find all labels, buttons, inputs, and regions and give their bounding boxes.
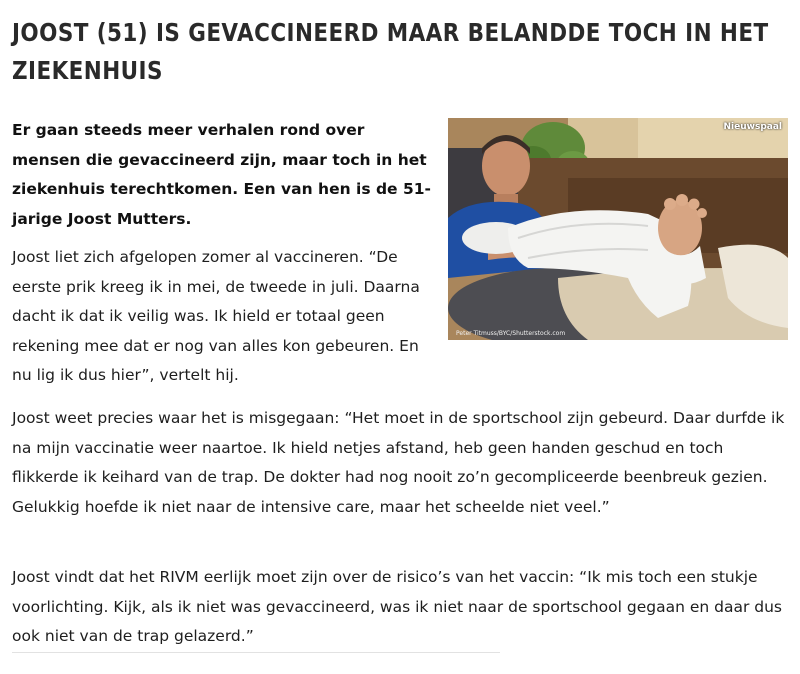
divider: [12, 652, 500, 653]
article-paragraph-3: Joost vindt dat het RIVM eerlijk moet zijn over de risico’s van het vaccin: “Ik mis toch een stukje voorlichting. Kijk, als ik niet was gevaccineerd, was ik niet naar de sportschool gegaan en daar dus ook niet van de trap gelazerd.”: [12, 568, 782, 645]
article-paragraph-1: Joost liet zich afgelopen zomer al vaccineren. “De eerste prik kreeg ik in mei, de tweede in juli. Daarna dacht ik dat ik veilig was. Ik hield er totaal geen rekening mee dat er nog van alles kon gebeuren. En nu lig ik dus hier”, vertelt hij.: [12, 248, 420, 384]
article-photo: [448, 118, 788, 340]
article-paragraph-2: Joost weet precies waar het is misgegaan: “Het moet in de sportschool zijn gebeurd. Daar durfde ik na mijn vaccinatie weer naartoe. Ik hield netjes afstand, heb geen handen geschud en toch flikkerde ik keihard van de trap. De dokter had nog nooit zo’n gecompliceerde beenbreuk gezien. Gelukkig hoefde ik niet naar de intensive care, maar het scheelde niet veel.”: [12, 409, 785, 516]
article-lead: Er gaan steeds meer verhalen rond over mensen die gevaccineerd zijn, maar toch in het ziekenhuis terechtkomen. Een van hen is de 51-jarige Joost Mutters.: [12, 121, 431, 228]
photo-watermark: Nieuwspaal: [723, 122, 782, 132]
man-with-leg-cast-illustration: [448, 118, 788, 340]
article: [12, 0, 790, 674]
photo-credit: Peter Titmuss/BYC/Shutterstock.com: [456, 330, 566, 337]
article-headline: JOOST (51) IS GEVACCINEERD MAAR BELANDDE TOCH IN HET ZIEKENHUIS: [12, 18, 769, 85]
